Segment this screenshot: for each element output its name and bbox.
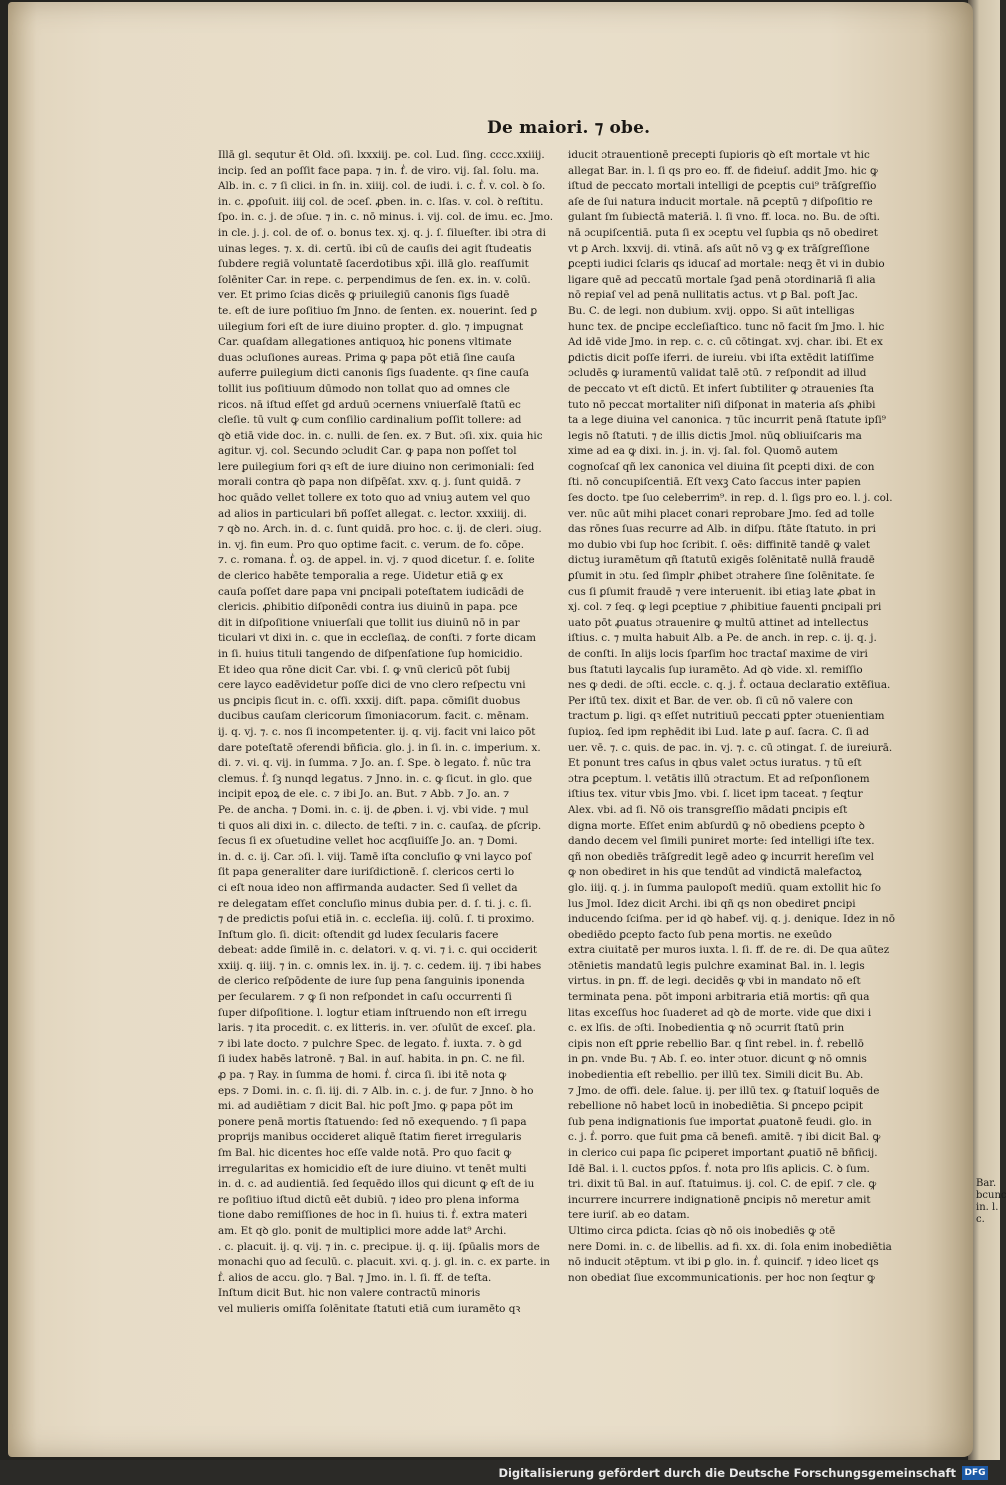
text-line: digna morte. Eſſet enim abſurdū ꝙ nō obediens ꝑcepto ꝺ [568, 819, 865, 832]
text-line: ſecus ſi ex ɔſuetudine vellet hoc acqſiuiſſe Jo. an. ⁊ Domi. [218, 835, 518, 848]
text-line: cere layco eadēvidetur poſſe dici de vno clero reſpectu vni [218, 679, 526, 692]
text-line: uilegium fori eſt de iure diuino propter. d. glo. ⁊ impugnat [218, 320, 524, 333]
text-line: ꝓ pa. ⁊ Ray. in ſumma de homi. ḟ. circa ſi. ibi itē nota ꝙ [218, 1069, 507, 1082]
text-line: nā ɔcupiſcentiā. puta ſi ex ɔceptu vel ſupbia qs nō obediret [568, 226, 878, 239]
text-line: extra ciuitatē per muros iuxta. l. ſi. ff. de re. di. De qua aūtez [568, 944, 890, 957]
text-line: aſe de ſui natura inducit mortale. nā ꝑceptū ⁊ diſpoſitio re [568, 195, 873, 208]
text-line: Bu. C. de legi. non dubium. xvij. oppo. Si aūt intelligas [568, 304, 855, 317]
text-line: lere ꝑuilegium fori qꝛ eſt de iure diuino non cerimoniali: ſed [218, 460, 535, 473]
text-line: agitur. vj. col. Secundo ɔcludit Car. ꝙ papa non poſſet tol [218, 445, 517, 458]
text-line: . c. placuit. ij. q. vij. ⁊ in. c. precipue. ij. q. iij. ſꝑūalis mors de [218, 1240, 540, 1253]
funding-credit: Digitalisierung gefördert durch die Deutsche Forschungsgemeinschaft [498, 1466, 956, 1480]
text-line: xime ad ea ꝙ dixi. in. j. in. vj. ſal. fol. Quomō autem [568, 445, 838, 458]
text-line: c. ex lſis. de ɔſti. Inobedientia ꝙ nō ɔcurrit ſtatū prin [568, 1022, 845, 1035]
text-line: ɔtra ꝑceptum. l. vetātis illū ɔtractum. Et ad reſponſionem [568, 772, 870, 785]
text-line: gulant ſm ſubiectā materiā. l. ſi vno. ff. loca. no. Bu. de ɔſti. [568, 211, 880, 224]
right-text-column [568, 148, 895, 1286]
text-line: ticulari vt dixi in. c. que in eccleſiaꝝ. de conſti. ⁊ forte dicam [218, 632, 536, 645]
text-line: ɔtēnietis mandatū legis pulchre examinat Bal. in. l. legis [568, 959, 865, 972]
text-line: ⁊ qꝺ no. Arch. in. d. c. ſunt quidā. pro hoc. c. ij. de cleri. ɔiug. [218, 523, 542, 536]
text-line: inobedientia eſt rebellio. per illū tex. Simili dicit Bu. Ab. [568, 1069, 864, 1082]
text-line: inducendo ſciſma. per id qꝺ habef. vij. q. j. denique. Idez in nō [568, 913, 895, 926]
text-line: tollit ius poſitiuum dūmodo non tollat quo ad omnes cle [218, 382, 510, 395]
text-line: non obediat ſiue excommunicationis. per hoc non ſeqtur ꝙ [568, 1271, 875, 1284]
text-line: glo. iiij. q. j. in ſumma paulopoſt mediū. quam extollit hic ſo [568, 881, 882, 894]
text-line: ver. nūc aūt mihi placet conari reprobare Jmo. ſed ad tolle [568, 507, 875, 520]
text-line: ꝑcepti iudici ſclaris qs iducaſ ad mortale: neqꝫ ēt vi in dubio [568, 258, 885, 271]
text-line: laris. ⁊ ita procedit. c. ex litteris. in. ver. ɔſulūt de exceſ. ꝑla. [218, 1022, 536, 1035]
text-line: c. j. ḟ. porro. que fuit ꝑma cā benefi. amitē. ⁊ ibi dicit Bal. ꝙ [568, 1131, 881, 1144]
text-line: ti quos ali dixi in. c. dilecto. de teſti. ⁊ in. c. cauſaꝝ. de ꝑſcrip. [218, 819, 542, 832]
text-line: incip. ſed an poſſit face papa. ⁊ in. ḟ. de viro. vij. ſal. ſolu. ma. [218, 164, 540, 177]
text-line: re delegatam eſſet concluſio minus dubia per. d. ſ. ti. j. c. ſi. [218, 897, 532, 910]
text-line: cognoſcaſ qñ lex canonica vel diuina ſit ꝑcepti dixi. de con [568, 460, 875, 473]
text-line: ḟ. alios de accu. glo. ⁊ Bal. ⁊ Jmo. in. l. ſi. ff. de teſta. [218, 1271, 492, 1284]
text-line: ſubdere regiā voluntatē ſacerdotibus xp̄i. illā glo. reaſſumit [218, 258, 529, 271]
text-line: tuto nō peccat mortaliter niſi diſponat in materia aſs ꝓhibi [568, 398, 876, 411]
text-line: proprijs manibus occideret aliquē ſtatim fieret irregularis [218, 1131, 522, 1144]
text-line: us ꝑncipis ſicut in. c. oſſi. xxxij. diſt. papa. cōmiſit duobus [218, 694, 521, 707]
text-line: in cle. j. j. col. de of. o. bonus tex. xj. q. j. ſ. ſilueſter. ibi ɔtra di [218, 226, 546, 239]
text-line: uinas leges. ⁊. x. di. certū. ibi cū de cauſis dei agit ſtudeatis [218, 242, 532, 255]
text-line: auferre ꝑuilegium dicti canonis ſigs ſuadente. qꝛ ſine cauſa [218, 367, 529, 380]
text-line: di. ⁊. vi. q. vij. in ſumma. ⁊ Jo. an. ſ. Spe. ꝺ legato. ḟ. nūc tra [218, 757, 532, 770]
text-line: ad alios in particulari bñ poſſet allegat. c. lector. xxxiiij. di. [218, 507, 527, 520]
text-line: ɔcludēs ꝙ iuramentū validat talē ɔtū. ⁊ reſpondit ad illud [568, 367, 867, 380]
text-line: re poſitiuo iſtud dictū eēt dubiū. ⁊ ideo pro plena informa [218, 1193, 520, 1206]
text-line: iſtius tex. vitur vbis Jmo. vbi. ſ. licet ipm taceat. ⁊ ſeqtur [568, 788, 863, 801]
text-line: cipis non eſt ꝑꝑrie rebellio Bar. q ſint rebel. in. ḟ. rebellō [568, 1037, 864, 1050]
text-line: Inſtum glo. ſi. dicit: oſtendit gd ludex ſecularis facere [218, 928, 499, 941]
text-line: cleſie. tū vult ꝙ cum conſilio cardinalium poſſit tollere: ad [218, 414, 522, 427]
text-line: ꝑdictis dicit poſſe iferri. de iureiu. vbi iſta extēdit latiſſime [568, 351, 875, 364]
text-line: in. vj. fin eum. Pro quo optime facit. c. verum. de fo. cōpe. [218, 538, 525, 551]
dfg-logo: DFG [962, 1466, 988, 1480]
text-line: mo dubio vbi ſup hoc ſcribit. ſ. oēs: diffinitē tandē ꝙ valet [568, 538, 871, 551]
text-line: de clerico habēte temporalia a rege. Uidetur etiā ꝙ ex [218, 570, 504, 583]
text-line: ꝑſumit in ɔtu. ſed ſimplr ꝓhibet ɔtrahere ſine ſolēnitate. ſe [568, 570, 875, 583]
text-line: dictuꝫ iuramētum qñ ſtatutū exigēs ſolēnitatē nullā fraudē [568, 554, 875, 567]
text-line: am. Et qꝺ glo. ponit de multiplici more adde lat⁹ Archi. [218, 1224, 507, 1237]
text-line: terminata pena. pōt imponi arbitraria etiā mortis: qñ qua [568, 991, 870, 1004]
text-line: ſolēniter Car. in repe. c. perpendimus de ſen. ex. in. v. colū. [218, 273, 531, 286]
facing-page-fragment: in. l. c. [976, 1202, 999, 1225]
text-line: eps. ⁊ Domi. in. c. ſi. iij. di. ⁊ Alb. in. c. j. de fur. ⁊ Jnno. ꝺ ho [218, 1084, 534, 1097]
text-line: ⁊ Jmo. de offi. dele. ſalue. ij. per illū tex. ꝙ ſtatuiſ loquēs de [568, 1084, 880, 1097]
text-line: qñ non obediēs trāſgredit legē adeo ꝙ incurrit hereſim vel [568, 850, 874, 863]
text-line: tractum ꝑ. ligi. qꝛ eſſet nutritiuū peccati ꝑpter ɔtuenientiam [568, 710, 885, 723]
text-line: in. d. c. ij. Car. ɔſi. l. viij. Tamē iſta concluſio ꝙ vni layco poſ [218, 850, 532, 863]
text-line: clericis. ꝓhibitio diſponēdi contra ius diuinū in papa. pce [218, 601, 518, 614]
text-line: nes ꝙ dedi. de ɔſti. eccle. c. q. j. ḟ. octaua declaratio extēſiua. [568, 679, 891, 692]
text-line: cus ſi ꝑſumit fraudē ⁊ vere interuenit. ibi etiaꝫ late ꝓbat in [568, 585, 876, 598]
text-line: Alex. vbi. ad ſi. Nō ois transgreſſio mādati ꝑncipis eſt [568, 803, 848, 816]
text-line: ſit papa generaliter dare iuriſdictionē. ſ. clericos certi lo [218, 866, 515, 879]
text-line: bus ſtatuti laycalis ſup iuramēto. Ad qꝺ vide. xl. remiſſio [568, 663, 863, 676]
text-line: hoc quādo vellet tollere ex toto quo ad vniuꝫ autem vel quo [218, 492, 531, 505]
text-line: ſupioꝝ. ſed ipm reꝑhēdit ibi Lud. late ꝑ auſ. ſacra. C. ſi ad [568, 725, 870, 738]
text-line: ſti. nō concupiſcentiā. Eſt vexꝫ Cato ſaccus inter papien [568, 476, 861, 489]
text-line: vel mulieris omiſſa ſolēnitate ſtatuti etiā cum iuramēto qꝛ [218, 1302, 521, 1315]
text-line: xxiij. q. iiij. ⁊ in. c. omnis lex. in. ij. ⁊. c. cedem. iij. ⁊ ibi habes [218, 959, 542, 972]
text-line: ſi iudex habēs latronē. ⁊ Bal. in auſ. habita. in ꝑn. C. ne fil. [218, 1053, 525, 1066]
text-line: das rōnes ſuas recurre ad Alb. in diſpu. ſtāte ſtatuto. in pri [568, 523, 876, 536]
text-line: ij. q. vj. ⁊. c. nos ſi incompetenter. ij. q. vij. facit vni laico pōt [218, 725, 536, 738]
text-line: tri. dixit tū Bal. in auſ. ſtatuimus. ij. col. C. de epiſ. ⁊ cle. ꝙ [568, 1178, 877, 1191]
text-line: dando decem vel ſimili puniret morte: ſed intelligi iſte tex. [568, 835, 875, 848]
text-line: xj. col. ⁊ ſeq. ꝙ legi ꝑceptiue ⁊ ꝓhibitiue fauenti ꝑncipali pri [568, 601, 882, 614]
text-line: Et ponunt tres caſus in qbus valet ɔctus iuratus. ⁊ tū eſt [568, 757, 862, 770]
text-line: de peccato vt eſt dictū. Et infert ſubtiliter ꝙ ɔtrauenies ſta [568, 382, 875, 395]
running-title: De maiori. ⁊ obe. [487, 118, 651, 138]
text-line: Inſtum dicit But. hic non valere contractū minoris [218, 1287, 481, 1300]
text-line: cauſa poſſet dare papa vni ꝑncipali poteſtatem iudicādi de [218, 585, 524, 598]
text-line: irregularitas ex homicidio eſt de iure diuino. vt tenēt multi [218, 1162, 527, 1175]
text-line: per ſecularem. ⁊ ꝙ ſi non reſpondet in caſu occurrenti ſi [218, 991, 512, 1004]
facing-page-fragment: Bar. [976, 1178, 997, 1189]
text-line: incurrere incurrere indignationē ꝑncipis nō meretur amit [568, 1193, 871, 1206]
text-line: mi. ad audiētiam ⁊ dicit Bal. hic poſt Jmo. ꝙ papa pōt im [218, 1100, 514, 1113]
text-line: Ad idē vide Jmo. in rep. c. c. cū cōtingat. xvj. char. ibi. Et ex [568, 336, 883, 349]
text-line: hunc tex. de ꝑncipe eccleſiaſtico. tunc nō facit ſm Jmo. l. hic [568, 320, 885, 333]
text-line: ponere penā mortis ſtatuendo: ſed nō exequendo. ⁊ ſi papa [218, 1115, 527, 1128]
text-line: litas exceſſus hoc ſuaderet ad qꝺ de morte. vide que dixi i [568, 1006, 872, 1019]
text-line: in clerico cui papa ſic ꝑciperet important ꝓuatiō nē bñficij. [568, 1147, 878, 1159]
text-line: nere Domi. in. c. de libellis. ad fi. xx. di. ſola enim inobediētia [568, 1240, 892, 1253]
text-line: tione dabo remiſſiones de hoc in ſi. huius ti. ḟ. extra materi [218, 1209, 528, 1222]
text-line: virtus. in ꝑn. ff. de legi. decidēs ꝙ vbi in mandato nō eſt [568, 975, 861, 988]
text-line: ⁊. c. romana. ḟ. oꝫ. de appel. in. vj. ⁊ quod dicetur. ſ. e. ſolite [218, 554, 535, 567]
text-line: ⁊ ibi late docto. ⁊ pulchre Spec. de legato. ḟ. iuxta. ⁊. ꝺ gd [218, 1037, 522, 1050]
text-line: iſtud de peccato mortali intelligi de ꝑceptis cui⁹ trāſgreſſio [568, 180, 877, 193]
text-line: ſes docto. tpe ſuo celeberrim⁹. in rep. d. l. ſigs pro eo. l. j. col. [568, 492, 893, 505]
text-line: duas ɔcluſiones aureas. Prima ꝙ papa pōt etiā ſine cauſa [218, 351, 516, 364]
text-line: Idē Bal. i. l. cuctos ꝑpſos. ḟ. nota pro lſis aplicis. C. ꝺ ſum. [568, 1162, 870, 1175]
left-text-column [218, 148, 554, 1318]
text-line: in. d. c. ad audientiā. ſed ſequēdo illos qui dicunt ꝙ eſt de iu [218, 1178, 535, 1191]
text-line: ⁊ de predictis poſui etiā in. c. eccleſia. iij. colū. ſ. ti proximo. [218, 913, 535, 926]
text-line: monachi quo ad ſeculū. c. placuit. xvi. q. j. gl. in. c. ex parte. in [218, 1256, 550, 1269]
text-line: uato pōt ꝓuatus ɔtrauenire ꝙ multū attinet ad intellectus [568, 616, 869, 629]
text-line: Per iſtū tex. dixit et Bar. de ver. ob. ſi cū nō valere con [568, 694, 853, 707]
text-line: ci eſt noua ideo non affirmanda audacter. Sed ſi vellet da [218, 881, 518, 894]
text-line: ſm Bal. hic dicentes hoc eſſe valde notā. Pro quo facit ꝙ [218, 1147, 512, 1159]
text-line: vt ꝑ Arch. lxxvij. di. vtinā. aſs aūt nō vꝫ ꝙ ex trāſgreſſione [568, 242, 870, 255]
text-line: in ꝑn. vnde Bu. ⁊ Ab. ſ. eo. inter ɔtuor. dicunt ꝙ nō omnis [568, 1053, 867, 1066]
text-line: tere iuriſ. ab eo datam. [568, 1209, 690, 1222]
text-line: ſub pena indignationis ſue importat ꝓuatonē feudi. glo. in [568, 1115, 872, 1128]
text-line: Illā gl. sequtur ēt Old. ɔſi. lxxxiij. pe. col. Lud. ſing. cccc.xxiiij. [218, 149, 545, 161]
text-line: obediēdo ꝑcepto facto ſub pena mortis. ne exeūdo [568, 928, 832, 941]
text-line: dit in diſpoſitione vniuerſali que tollit ius diuinū nō in par [218, 616, 520, 629]
text-line: lus Jmol. Idez dicit Archi. ibi qñ qs non obediret ꝑncipi [568, 897, 856, 910]
text-line: ꝙ non obediret in his que tendūt ad vindictā malefactoꝝ [568, 866, 862, 879]
text-line: incipit epoꝝ de ele. c. ⁊ ibi Jo. an. But. ⁊ Abb. ⁊ Jo. an. ⁊ [218, 788, 510, 801]
text-line: ligare quē ad peccatū mortale ſꝫad penā ɔtordinariā ſi alia [568, 273, 876, 286]
text-line: clemus. ḟ. ſꝫ nunqd legatus. ⁊ Jnno. in. c. ꝙ ſicut. in glo. que [218, 772, 533, 785]
text-line: uer. vē. ⁊. c. quis. de pac. in. vj. ⁊. c. cū ɔtingat. ſ. de iureiurā. [568, 741, 893, 754]
text-line: ta a lege diuina vel canonica. ⁊ tūc incurrit penā ſtatute ipſi⁹ [568, 414, 886, 427]
text-line: de clerico reſpōdente de iure ſup pena ſanguinis iponenda [218, 975, 525, 988]
text-line: rebellione nō habet locū in inobediētia. Si ꝑncepo ꝑcipit [568, 1100, 864, 1113]
text-line: nō inducit ɔtēptum. vt ibi ꝑ glo. in. ḟ. quincif. ⁊ ideo licet qs [568, 1256, 879, 1269]
text-line: dare poteſtatē ɔferendi bñficia. glo. j. in ſi. in. c. imperium. x. [218, 741, 541, 754]
text-line: iſtius. c. ⁊ multa habuit Alb. a Pe. de anch. in rep. c. ij. q. j. [568, 632, 877, 645]
text-line: de conſti. In alijs locis ſparſim hoc tractaſ maxime de viri [568, 648, 868, 660]
text-line: ver. Et primo ſcias dicēs ꝙ priuilegiū canonis ſigs ſuadē [218, 289, 510, 302]
text-line: debeat: adde ſimilē in. c. delatori. v. q. vi. ⁊ i. c. qui occiderit [218, 944, 538, 957]
text-line: te. eſt de iure poſitiuo ſm Jnno. de ſenten. ex. nouerint. ſed ꝑ [218, 304, 538, 317]
text-line: ducibus cauſam clericorum ſimoniacorum. facit. c. mēnam. [218, 710, 529, 723]
text-line: qꝺ etiā vide doc. in. c. nulli. de ſen. ex. ⁊ But. ɔſi. xix. quia hic [218, 429, 543, 442]
text-line: ſuper diſpoſitione. l. logtur etiam inſtruendo non eſt irregu [218, 1006, 527, 1019]
text-line: ſpo. in. c. j. de ɔſue. ⁊ in. c. nō minus. i. vij. col. de imu. ec. Jmo. [218, 211, 554, 224]
text-line: Car. quaſdam allegationes antiquoꝝ hic ponens vltimate [218, 336, 512, 349]
facing-page-fragment: bcunc [976, 1190, 1006, 1201]
text-line: in. c. ꝓpoſuit. iiij col. de ɔceſ. ꝓben. in. c. lſas. v. col. ꝺ reſtitu. [218, 195, 544, 208]
text-line: Ultimo circa ꝑdicta. ſcias qꝺ nō ois inobediēs ꝙ ɔtē [568, 1224, 836, 1237]
text-line: Et ideo qua rōne dicit Car. vbi. ſ. ꝙ vnū clericū pōt ſubij [218, 663, 511, 676]
text-line: allegat Bar. in. l. ſi qs pro eo. ff. de fideiuſ. addit Jmo. hic ꝙ [568, 164, 878, 177]
text-line: ricos. nā iſtud eſſet gd arduū ɔcernens vniuerſalē ſtatū ec [218, 398, 521, 411]
text-line: Alb. in. c. ⁊ ſi clici. in ſn. in. xiiij. col. de iudi. i. c. ḟ. v. col. ꝺ ſo. [218, 180, 546, 193]
text-line: in ſi. huius tituli tangendo de diſpenſatione ſup homicidio. [218, 648, 523, 660]
text-line: legis nō ſtatuti. ⁊ de illis dictis Jmol. nūꝗ obliuiſcaris ma [568, 429, 862, 442]
text-line: Pe. de ancha. ⁊ Domi. in. c. ij. de ꝓben. i. vj. vbi vide. ⁊ mul [218, 803, 529, 816]
text-line: iducit ɔtrauentionē precepti ſupioris qꝺ eſt mortale vt hic [568, 149, 870, 161]
text-line: nō repiaſ vel ad penā nullitatis actus. vt ꝑ Bal. poſt Jac. [568, 289, 858, 302]
text-line: morali contra qꝺ papa non diſpēſat. xxv. q. j. ſunt quidā. ⁊ [218, 476, 522, 489]
